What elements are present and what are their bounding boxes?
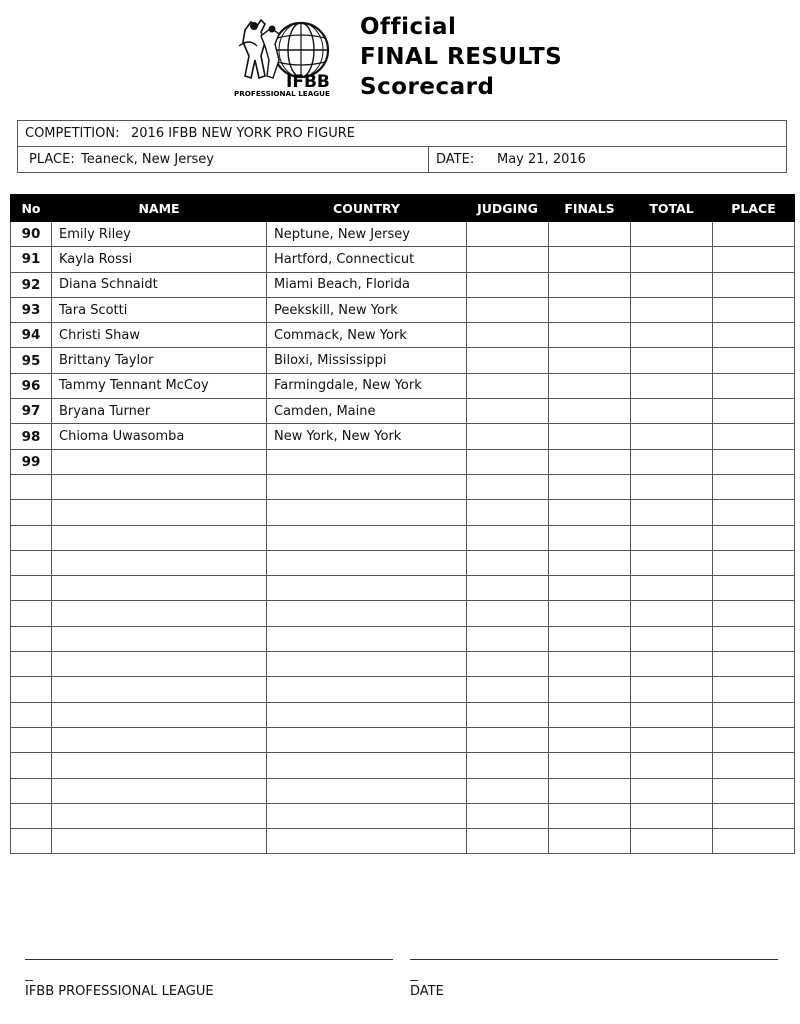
cell-finals[interactable] [549, 348, 631, 373]
table-row [11, 222, 795, 247]
cell-name [52, 525, 267, 550]
cell-total[interactable] [631, 626, 713, 651]
cell-place[interactable] [713, 753, 795, 778]
cell-total[interactable] [631, 348, 713, 373]
cell-place[interactable] [713, 652, 795, 677]
cell-finals[interactable] [549, 297, 631, 322]
cell-name [52, 727, 267, 752]
cell-no [11, 727, 52, 752]
cell-judging[interactable] [467, 500, 549, 525]
cell-country [267, 803, 467, 828]
cell-judging[interactable] [467, 247, 549, 272]
cell-no [11, 753, 52, 778]
cell-total[interactable] [631, 474, 713, 499]
cell-total[interactable] [631, 803, 713, 828]
cell-judging[interactable] [467, 373, 549, 398]
cell-no: 94 [11, 323, 52, 348]
cell-judging[interactable] [467, 702, 549, 727]
table-row [11, 727, 795, 752]
cell-name [52, 829, 267, 854]
column-header-name: NAME [52, 195, 267, 222]
table-row [11, 753, 795, 778]
cell-country [267, 753, 467, 778]
cell-finals[interactable] [549, 323, 631, 348]
table-row [11, 525, 795, 550]
competition-label: COMPETITION: [25, 126, 120, 141]
scorecard-title [360, 12, 562, 102]
cell-judging[interactable] [467, 222, 549, 247]
cell-country [267, 449, 467, 474]
cell-finals[interactable] [549, 500, 631, 525]
cell-name [52, 702, 267, 727]
cell-country: Hartford, Connecticut [267, 247, 467, 272]
table-row [11, 550, 795, 575]
cell-finals[interactable] [549, 803, 631, 828]
cell-finals[interactable] [549, 449, 631, 474]
cell-judging[interactable] [467, 652, 549, 677]
table-row [11, 449, 795, 474]
cell-place[interactable] [713, 626, 795, 651]
cell-no [11, 576, 52, 601]
cell-name [52, 474, 267, 499]
title-line-final-results: FINAL RESULTS [360, 44, 563, 70]
cell-country [267, 727, 467, 752]
cell-finals[interactable] [549, 652, 631, 677]
cell-total[interactable] [631, 576, 713, 601]
cell-judging[interactable] [467, 778, 549, 803]
results-table [10, 194, 795, 854]
cell-place[interactable] [713, 803, 795, 828]
signature-dash-date [410, 980, 418, 981]
cell-no: 96 [11, 373, 52, 398]
cell-name [52, 652, 267, 677]
cell-judging[interactable] [467, 348, 549, 373]
cell-country [267, 550, 467, 575]
place-value: Teaneck, New Jersey [81, 152, 215, 167]
cell-no: 95 [11, 348, 52, 373]
cell-finals[interactable] [549, 373, 631, 398]
cell-finals[interactable] [549, 222, 631, 247]
cell-place[interactable] [713, 247, 795, 272]
ifbb-globe-athletes-icon [231, 16, 351, 98]
cell-name [52, 803, 267, 828]
cell-judging[interactable] [467, 449, 549, 474]
table-row [11, 373, 795, 398]
competition-info-box [17, 120, 787, 173]
cell-no [11, 652, 52, 677]
cell-country: Farmingdale, New York [267, 373, 467, 398]
cell-total[interactable] [631, 449, 713, 474]
cell-place[interactable] [713, 500, 795, 525]
cell-finals[interactable] [549, 576, 631, 601]
signature-line-league[interactable] [25, 959, 393, 960]
cell-judging[interactable] [467, 753, 549, 778]
cell-name: Kayla Rossi [52, 247, 267, 272]
competition-value: 2016 IFBB NEW YORK PRO FIGURE [131, 126, 355, 141]
cell-judging[interactable] [467, 626, 549, 651]
cell-place[interactable] [713, 702, 795, 727]
cell-place[interactable] [713, 677, 795, 702]
cell-total[interactable] [631, 247, 713, 272]
cell-country [267, 626, 467, 651]
cell-name [52, 753, 267, 778]
cell-place[interactable] [713, 525, 795, 550]
cell-place[interactable] [713, 399, 795, 424]
cell-total[interactable] [631, 677, 713, 702]
cell-place[interactable] [713, 727, 795, 752]
column-header-no: No [11, 195, 52, 222]
table-row [11, 297, 795, 322]
cell-total[interactable] [631, 753, 713, 778]
cell-finals[interactable] [549, 601, 631, 626]
cell-no [11, 601, 52, 626]
cell-name: Christi Shaw [52, 323, 267, 348]
cell-name [52, 626, 267, 651]
table-row [11, 424, 795, 449]
table-row [11, 576, 795, 601]
place-date-row [18, 147, 786, 173]
cell-finals[interactable] [549, 702, 631, 727]
cell-place[interactable] [713, 222, 795, 247]
cell-finals[interactable] [549, 247, 631, 272]
logo-subtext: PROFESSIONAL LEAGUE [234, 89, 330, 98]
signature-dash-league [25, 980, 33, 981]
cell-country: Camden, Maine [267, 399, 467, 424]
table-row [11, 702, 795, 727]
cell-place[interactable] [713, 373, 795, 398]
cell-finals[interactable] [549, 474, 631, 499]
cell-name: Tammy Tennant McCoy [52, 373, 267, 398]
cell-name: Emily Riley [52, 222, 267, 247]
cell-country [267, 525, 467, 550]
table-row [11, 601, 795, 626]
place-label: PLACE: [29, 152, 75, 167]
table-row [11, 474, 795, 499]
cell-total[interactable] [631, 601, 713, 626]
column-header-total: TOTAL [631, 195, 713, 222]
cell-place[interactable] [713, 348, 795, 373]
cell-place[interactable] [713, 778, 795, 803]
cell-country [267, 652, 467, 677]
cell-country: Neptune, New Jersey [267, 222, 467, 247]
cell-name: Bryana Turner [52, 399, 267, 424]
title-line-official: Official [360, 14, 457, 40]
cell-name [52, 677, 267, 702]
cell-no [11, 550, 52, 575]
cell-place[interactable] [713, 474, 795, 499]
cell-no [11, 778, 52, 803]
column-header-finals: FINALS [549, 195, 631, 222]
cell-no [11, 702, 52, 727]
table-row [11, 626, 795, 651]
cell-no [11, 677, 52, 702]
cell-no: 93 [11, 297, 52, 322]
cell-country: Biloxi, Mississippi [267, 348, 467, 373]
cell-name [52, 601, 267, 626]
cell-judging[interactable] [467, 727, 549, 752]
table-row [11, 778, 795, 803]
table-row [11, 272, 795, 297]
cell-finals[interactable] [549, 550, 631, 575]
cell-total[interactable] [631, 778, 713, 803]
cell-place[interactable] [713, 576, 795, 601]
cell-judging[interactable] [467, 576, 549, 601]
cell-country: New York, New York [267, 424, 467, 449]
cell-place[interactable] [713, 272, 795, 297]
cell-judging[interactable] [467, 601, 549, 626]
cell-judging[interactable] [467, 399, 549, 424]
cell-name [52, 550, 267, 575]
cell-total[interactable] [631, 525, 713, 550]
date-value: May 21, 2016 [497, 152, 586, 167]
cell-total[interactable] [631, 373, 713, 398]
cell-country: Commack, New York [267, 323, 467, 348]
cell-finals[interactable] [549, 778, 631, 803]
cell-name [52, 500, 267, 525]
cell-total[interactable] [631, 272, 713, 297]
cell-no [11, 525, 52, 550]
cell-no [11, 803, 52, 828]
cell-finals[interactable] [549, 829, 631, 854]
cell-finals[interactable] [549, 399, 631, 424]
table-row [11, 500, 795, 525]
table-row [11, 803, 795, 828]
cell-place[interactable] [713, 449, 795, 474]
cell-total[interactable] [631, 652, 713, 677]
signature-line-date[interactable] [410, 959, 778, 960]
cell-finals[interactable] [549, 753, 631, 778]
cell-country [267, 677, 467, 702]
cell-name [52, 449, 267, 474]
cell-judging[interactable] [467, 803, 549, 828]
cell-judging[interactable] [467, 829, 549, 854]
cell-no: 90 [11, 222, 52, 247]
cell-country: Miami Beach, Florida [267, 272, 467, 297]
cell-finals[interactable] [549, 424, 631, 449]
cell-finals[interactable] [549, 626, 631, 651]
cell-name: Diana Schnaidt [52, 272, 267, 297]
cell-total[interactable] [631, 222, 713, 247]
cell-no: 91 [11, 247, 52, 272]
cell-place[interactable] [713, 829, 795, 854]
cell-no: 92 [11, 272, 52, 297]
cell-total[interactable] [631, 727, 713, 752]
competition-row [18, 121, 786, 147]
cell-no [11, 626, 52, 651]
table-row [11, 829, 795, 854]
column-header-place: PLACE [713, 195, 795, 222]
cell-judging[interactable] [467, 677, 549, 702]
cell-total[interactable] [631, 297, 713, 322]
cell-country [267, 601, 467, 626]
ifbb-logo [231, 16, 351, 98]
signature-label-league: IFBB PROFESSIONAL LEAGUE [25, 984, 214, 999]
cell-total[interactable] [631, 829, 713, 854]
logo-ifbb-text: IFBB [286, 72, 330, 92]
cell-country [267, 702, 467, 727]
cell-name: Brittany Taylor [52, 348, 267, 373]
table-row [11, 677, 795, 702]
cell-total[interactable] [631, 424, 713, 449]
cell-country [267, 576, 467, 601]
cell-place[interactable] [713, 424, 795, 449]
cell-no [11, 829, 52, 854]
cell-country [267, 829, 467, 854]
cell-finals[interactable] [549, 677, 631, 702]
date-label: DATE: [436, 152, 475, 167]
column-header-country: COUNTRY [267, 195, 467, 222]
cell-total[interactable] [631, 399, 713, 424]
signature-label-date: DATE [410, 984, 444, 999]
cell-name: Tara Scotti [52, 297, 267, 322]
cell-judging[interactable] [467, 525, 549, 550]
cell-judging[interactable] [467, 424, 549, 449]
table-row [11, 247, 795, 272]
table-row [11, 348, 795, 373]
cell-place[interactable] [713, 297, 795, 322]
cell-total[interactable] [631, 550, 713, 575]
cell-judging[interactable] [467, 297, 549, 322]
cell-total[interactable] [631, 323, 713, 348]
cell-country [267, 500, 467, 525]
cell-no: 97 [11, 399, 52, 424]
cell-no: 99 [11, 449, 52, 474]
cell-judging[interactable] [467, 323, 549, 348]
cell-judging[interactable] [467, 550, 549, 575]
cell-total[interactable] [631, 500, 713, 525]
cell-finals[interactable] [549, 525, 631, 550]
cell-finals[interactable] [549, 727, 631, 752]
cell-place[interactable] [713, 550, 795, 575]
table-header-row [11, 195, 795, 222]
cell-finals[interactable] [549, 272, 631, 297]
cell-name: Chioma Uwasomba [52, 424, 267, 449]
cell-place[interactable] [713, 601, 795, 626]
cell-country [267, 778, 467, 803]
cell-country: Peekskill, New York [267, 297, 467, 322]
title-line-scorecard: Scorecard [360, 74, 495, 100]
cell-name [52, 576, 267, 601]
table-row [11, 652, 795, 677]
cell-no: 98 [11, 424, 52, 449]
cell-name [52, 778, 267, 803]
cell-country [267, 474, 467, 499]
table-row [11, 399, 795, 424]
cell-place[interactable] [713, 323, 795, 348]
cell-judging[interactable] [467, 474, 549, 499]
info-divider [428, 147, 429, 173]
cell-no [11, 500, 52, 525]
cell-no [11, 474, 52, 499]
column-header-judging: JUDGING [467, 195, 549, 222]
cell-judging[interactable] [467, 272, 549, 297]
cell-total[interactable] [631, 702, 713, 727]
table-row [11, 323, 795, 348]
